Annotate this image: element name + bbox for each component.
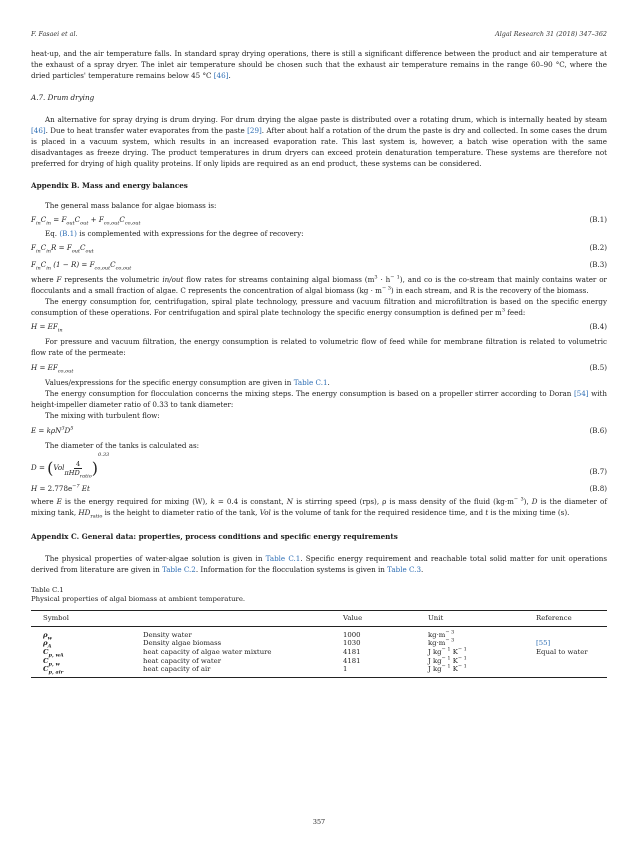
value-cell: 1030 [343,639,361,648]
paragraph-energy-consumption: The energy consumption for, centrifugation, spiral plate technology, pressure and vacuum filtration and microfiltration is based on the specific energy consumption of these operations. For centrifugation and spiral plate technology the specific energy consumption is defined per $m^3$ feed: [31,297,607,317]
paragraph-filtration: For pressure and vacuum filtration, the energy consumption is related to volumetric flow of feed while for membrane filtration is related to volumetric flow rate of the permeate: [31,337,607,357]
column-header: Reference [536,613,572,622]
equation-number: (B.5) [589,363,607,372]
equation-number: (B.7) [589,466,607,476]
symbol-cell: $\rho_w$ [43,630,52,641]
reference-cell [536,631,607,640]
table-row [31,665,607,677]
ref-link[interactable]: [46] [213,71,229,80]
unit-cell: $kg\cdot m^{- 3}$ [428,629,455,639]
reference-cell: Equal to water [536,647,588,656]
column-header: Value [343,613,363,622]
header-authors: F. Fasaei et al. [31,30,78,38]
reference-cell[interactable]: [55] [536,639,551,648]
ref-link[interactable]: [46] [31,126,46,135]
symbol-cell: $C_{p, air}$ [43,665,64,676]
column-header [143,610,343,626]
table-label: Table C.1 [31,585,64,594]
symbol-cell: $C_{p, wA}$ [43,647,64,659]
paragraph-values: Values/expressions for the specific energy consumption are given in Table C.1. [45,378,330,387]
equation-number: (B.6) [589,426,607,435]
equation-b8: $H = 2.778e^{-7}$ Et (B.8) [31,483,607,493]
equation-b7: D = (Vol $\frac{4}{\pi HD_{ratio}}$ )$^{0.33}$ (B.7) [31,452,607,479]
ref-link[interactable]: Table C.1 [293,378,328,387]
symbol-cell: $C_{p, w}$ [43,656,60,667]
description-cell: heat capacity of algae water mixture [143,647,272,656]
symbol-cell: $\rho_A$ [43,639,52,650]
unit-cell: J $kg^{- 1}$ $K^{- 1}$ [428,655,467,665]
unit-cell: J $kg^{- 1}$ $K^{- 1}$ [428,646,467,656]
running-header [31,30,607,38]
description-cell: heat capacity of air [143,665,211,674]
table-row [31,657,607,666]
equation-b2: $F_{in}C_{in}R = F_{out}C_{out}$ (B.2) [31,243,607,255]
ref-link[interactable]: [54] [573,389,589,398]
ref-link[interactable]: (B.1) [59,229,77,238]
description-cell: Density algae biomass [143,639,222,648]
description-cell: Density water [143,630,192,639]
header-journal: Algal Research 31 (2018) 347–362 [495,30,607,38]
paragraph-recovery: Eq. (B.1) is complemented with expressions for the degree of recovery: [45,229,304,238]
column-header: Symbol [43,613,69,622]
paragraph-spray-drying: heat-up, and the air temperature falls. In standard spray drying operations, there is still a significant difference between the product and air temperature at the exhaust of a spray dryer. The inlet air temperature should be chosen such that the exhaust air temperature remains in the range 60–90 °C, where the dried particles' temperature remains below 45 °C [46]. [31,49,607,80]
reference-cell [536,665,607,677]
value-cell: 4181 [343,656,361,665]
equation-b5: $H = EF_{co,out}$ (B.5) [31,363,607,375]
table-row [31,648,607,657]
page-number: 357 [312,818,326,826]
appendix-c-title: Appendix C. General data: properties, process conditions and specific energy requirements [31,531,398,541]
reference-cell [536,657,607,666]
table-title: Physical properties of algal biomass at ambient temperature. [31,595,246,603]
equation-number: (B.3) [589,260,607,269]
equation-number: (B.8) [589,483,607,493]
unit-cell: J $kg^{- 1}$ $K^{- 1}$ [428,664,467,674]
equation-number: (B.2) [589,243,607,252]
paragraph-turbulent: The mixing with turbulent flow: [45,411,160,420]
ref-link[interactable]: Table C.2 [162,564,196,574]
equation-number: (B.1) [589,215,607,224]
page [31,30,607,678]
value-cell: 4181 [343,647,361,656]
unit-cell: $kg\cdot m^{- 3}$ [428,637,455,648]
equation-b6: $E = k\rho N^3D^5$ (B.6) [31,425,607,435]
paragraph-flocculation: The energy consumption for flocculation concerns the mixing steps. The energy consumption is based on a propeller stirrer according to Doran [54] with height-impeller diameter ratio of 0.33 to tank diameter: [31,389,608,409]
equation-number: (B.4) [589,322,607,331]
paragraph-general-data: The physical properties of water-algae solution is given in Table C.1. Specific energy requirement and reachable total solid matter for unit operations derived from literature are given in Table C.2. Information for the flocculation systems is given in Table C.3. [31,553,608,574]
section-title-a7: A.7. Drum drying [31,93,95,102]
column-header: Unit [428,613,444,622]
table-row [31,631,607,640]
value-cell: 1 [343,665,348,674]
properties-table [31,610,607,679]
value-cell: 1000 [343,630,361,639]
ref-link[interactable]: Table C.1 [265,553,301,563]
ref-link[interactable]: [29] [247,126,262,135]
paragraph-mixing-definitions: where E is the energy required for mixing (W), k = 0.4 is constant, N is stirring speed (rps), ρ is mass density of the fluid $(kg\cdot m^{- 3})$, D is the diameter of mixing tank, $HD_{ratio}$ is the height to diameter ratio of the tank, Vol is the volume of tank for the required residence time, and t is the mixing time (s). [31,496,607,519]
table-caption [31,586,607,605]
ref-link[interactable]: Table C.3 [387,564,421,574]
equation-b3: $F_{in}C_{in}$ $(1 - R) = F_{co,out}C_{co,out}$ (B.3) [31,260,607,272]
table-header-row [31,610,607,626]
paragraph-mass-balance: The general mass balance for algae biomass is: [45,201,217,210]
table-row [31,639,607,648]
appendix-b-title: Appendix B. Mass and energy balances [31,181,188,190]
paragraph-variable-definitions: where F represents the volumetric in/out flow rates for streams containing algal biomass $(m^3 \cdot h^{- 1})$, and co is the co-stream that mainly contains water or flocculants and a small fraction of algae. C represents the concentration of algal biomass $(kg \cdot m^{- 3})$ in each stream, and R is the recovery of the biomass. [31,274,607,295]
paragraph-tank-diameter: The diameter of the tanks is calculated as: [45,441,200,450]
equation-b4: $H = EF_{in}$ (B.4) [31,322,607,334]
description-cell: heat capacity of water [143,656,222,665]
paragraph-drum-drying: An alternative for spray drying is drum drying. For drum drying the algae paste is distributed over a rotating drum, which is internally heated by steam [46]. Due to heat transfer water evaporates from the paste [29]. After about half a rotation of the drum the paste is dry and collected. In some cases the drum is placed in a vacuum system, which results in an increased evaporation rate. This last system is, however, a batch wise operation with the same disadvantages as freeze drying. The product temperatures in drum dryers can exceed protein denaturation temperature. These systems are therefore not preferred for drying of high quality proteins. If only lipids are required as an end product, these systems can be considered. [31,115,608,168]
equation-b1: $F_{in}C_{in} = F_{out}C_{out} + F_{co,out}C_{co,out}$ (B.1) [31,215,607,227]
